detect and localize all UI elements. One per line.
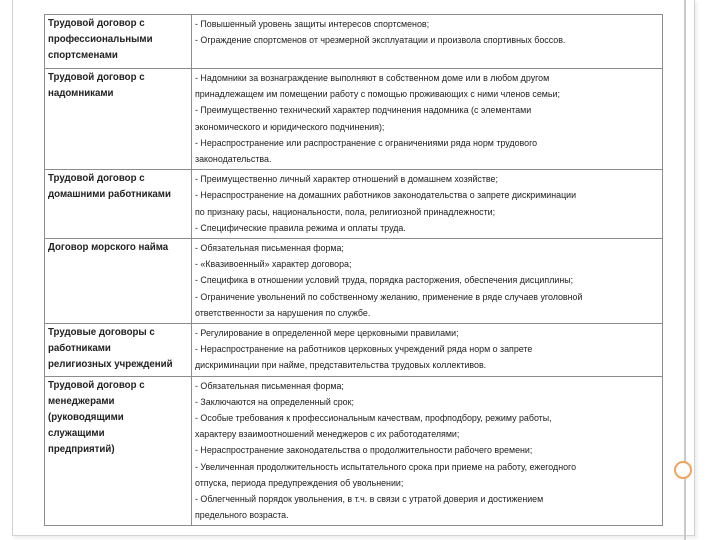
feature-line: - Обязательная письменная форма;	[195, 380, 344, 391]
feature-line: - «Квазивоенный» характер договора;	[195, 259, 352, 270]
contract-type-line: религиозных учреждений	[48, 359, 173, 371]
contract-type-line: домашними работниками	[48, 189, 171, 201]
contract-features-cell	[192, 69, 663, 170]
contract-type-cell	[45, 170, 192, 239]
contract-type-line: спортсменами	[48, 50, 118, 61]
contract-type-line: профессиональными	[48, 34, 153, 45]
contract-type-line: Договор морского найма	[48, 242, 169, 254]
contracts-table	[44, 14, 663, 526]
feature-line: по признаку расы, национальности, пола, религиозной принадлежности;	[195, 206, 496, 217]
feature-line: характеру взаимоотношений менеджеров с их работодателями;	[195, 429, 460, 440]
table-row	[45, 324, 663, 377]
feature-line: отпуска, периода предупреждения об увольнении;	[195, 477, 404, 488]
contract-features-cell	[192, 239, 663, 324]
contract-type-line: предприятий)	[48, 443, 115, 455]
contract-features-cell	[192, 170, 663, 239]
feature-line: экономического и юридического подчинения);	[195, 121, 385, 132]
contract-type-line: (руководящими	[48, 411, 124, 423]
table-row	[45, 69, 663, 170]
feature-line: - Нераспространение на работников церковных учреждений ряда норм о запрете	[195, 344, 533, 355]
table-row	[45, 15, 663, 69]
feature-line: - Нераспространение законодательства о продолжительности рабочего времени;	[195, 445, 533, 456]
contract-type-line: служащими	[48, 427, 105, 439]
table-row	[45, 170, 663, 239]
feature-line: - Обязательная письменная форма;	[195, 243, 344, 254]
feature-line: - Специфические правила режима и оплаты труда.	[195, 222, 406, 233]
table-row	[45, 376, 663, 526]
contract-type-line: надомниками	[48, 88, 114, 99]
feature-line: - Ограждение спортсменов от чрезмерной эксплуатации и произвола спортивных боссов.	[195, 35, 566, 46]
feature-line: - Специфика в отношении условий труда, порядка расторжения, обеспечения дисциплины;	[195, 275, 574, 286]
feature-line: - Увеличенная продолжительность испытательного срока при приеме на работу, ежегодного	[195, 461, 577, 472]
feature-line: - Повышенный уровень защиты интересов спортсменов;	[195, 19, 430, 29]
contract-type-line: Трудовой договор с	[48, 72, 145, 83]
decorative-circle	[674, 461, 692, 479]
table-row	[45, 239, 663, 324]
contract-type-line: Трудовые договоры с	[48, 327, 155, 339]
feature-line: - Ограничение увольнений по собственному желанию, применение в ряде случаев уголовной	[195, 291, 583, 302]
feature-line: принадлежащем им помещении работу с помощью проживающих с ними членов семьи;	[195, 89, 560, 100]
contract-type-line: Трудовой договор с	[48, 18, 145, 29]
contract-type-cell	[45, 69, 192, 170]
feature-line: ответственности за нарушения по службе.	[195, 307, 371, 318]
contract-type-line: работниками	[48, 343, 111, 355]
feature-line: - Облегченный порядок увольнения, в т.ч. в связи с утратой доверия и достижением	[195, 494, 544, 505]
contract-features-cell	[192, 15, 663, 69]
feature-line: дискриминации при найме, представительства трудовых коллективов.	[195, 360, 487, 371]
contract-type-line: Трудовой договор с	[48, 379, 145, 391]
contract-type-line: Трудовой договор с	[48, 173, 145, 185]
contract-type-cell	[45, 324, 192, 377]
feature-line: - Преимущественно технический характер подчинения надомника (с элементами	[195, 105, 532, 116]
contract-type-cell	[45, 15, 192, 69]
contract-type-line: менеджерами	[48, 395, 115, 407]
feature-line: - Надомники за вознаграждение выполняют в собственном доме или в любом другом	[195, 73, 550, 83]
feature-line: предельного возраста.	[195, 510, 289, 521]
contract-features-cell	[192, 376, 663, 526]
feature-line: - Особые требования к профессиональным качествам, профподбору, режиму работы,	[195, 413, 552, 424]
feature-line: - Нераспространение на домашних работников законодательства о запрете дискриминации	[195, 190, 577, 201]
feature-line: - Нераспространение или распространение с ограничениями ряда норм трудового	[195, 137, 538, 148]
contract-features-cell	[192, 324, 663, 377]
contract-type-cell	[45, 239, 192, 324]
contract-type-cell	[45, 376, 192, 526]
feature-line: - Регулирование в определенной мере церковными правилами;	[195, 328, 459, 339]
feature-line: законодательства.	[195, 154, 272, 165]
decorative-vertical-line	[684, 0, 686, 540]
feature-line: - Преимущественно личный характер отношений в домашнем хозяйстве;	[195, 174, 498, 185]
feature-line: - Заключаются на определенный срок;	[195, 396, 354, 407]
